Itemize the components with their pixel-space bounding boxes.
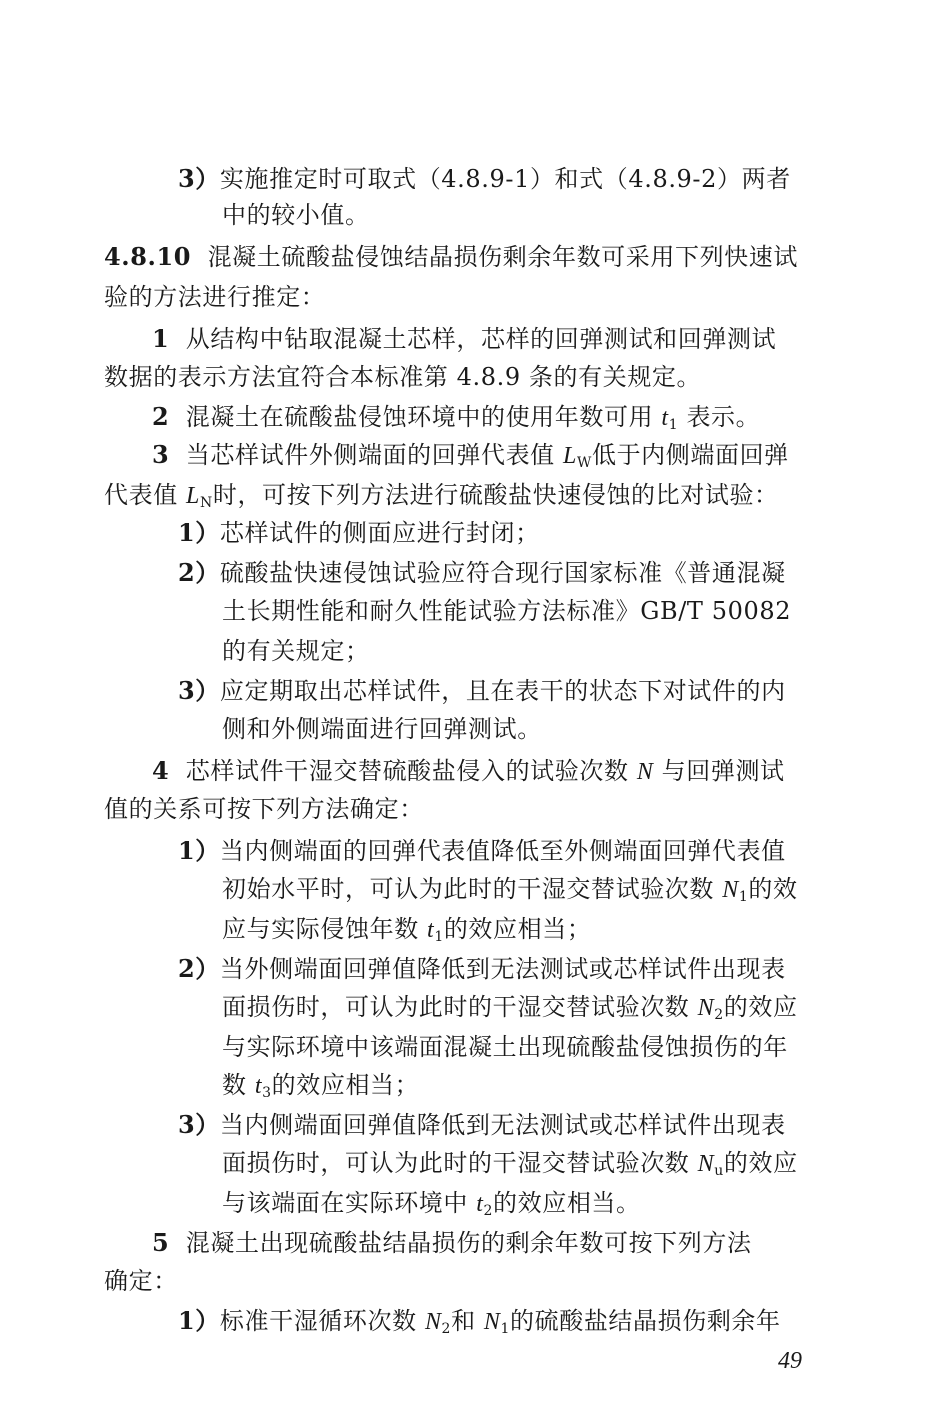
line-text: 应与实际侵蚀年数 <box>222 915 428 943</box>
text-line <box>178 555 786 591</box>
line-text: 代表值 <box>104 481 187 509</box>
clause-number: 4.8.10 <box>104 242 192 271</box>
page-number: 49 <box>778 1348 802 1374</box>
line-text: 实施推定时可取式（4.8.9-1）和式（4.8.9-2）两者 <box>219 165 791 193</box>
line-text: 的效 <box>748 875 798 903</box>
text-line <box>152 753 785 790</box>
text-line <box>222 633 370 669</box>
line-text: 混凝土在硫酸盐侵蚀环境中的使用年数可用 <box>185 403 662 431</box>
text-line <box>152 1225 752 1261</box>
line-text: 的效应相当。 <box>493 1189 641 1217</box>
variable: N <box>636 759 654 785</box>
variable: L <box>186 483 200 509</box>
subscript: 1 <box>434 929 444 945</box>
line-text: 低于内侧端面回弹 <box>591 441 789 469</box>
item-number: 1） <box>178 518 220 547</box>
text-line <box>104 477 779 514</box>
subscript: 2 <box>714 1007 724 1023</box>
text-line <box>152 399 760 436</box>
text-line <box>104 791 424 827</box>
line-text: 的效应 <box>723 1149 798 1177</box>
text-line <box>222 1029 788 1065</box>
item-number: 2） <box>178 558 220 587</box>
text-line <box>104 1263 178 1299</box>
line-text: 数据的表示方法宜符合本标准第 4.8.9 条的有关规定。 <box>104 363 702 391</box>
line-text: 混凝土出现硫酸盐结晶损伤的剩余年数可按下列方法 <box>185 1229 752 1257</box>
line-text: 土长期性能和耐久性能试验方法标准》GB/T 50082 <box>222 597 792 625</box>
text-line <box>222 593 791 629</box>
line-text: 与该端面在实际环境中 <box>222 1189 477 1217</box>
item-number: 1） <box>178 1306 220 1335</box>
line-text: 的有关规定； <box>222 637 370 665</box>
line-text: 表示。 <box>678 403 761 431</box>
item-number: 3） <box>178 676 220 705</box>
text-line <box>104 279 325 315</box>
variable: N <box>722 877 739 903</box>
line-text: 面损伤时，可认为此时的干湿交替试验次数 <box>222 1149 698 1177</box>
text-line <box>104 359 701 395</box>
text-line <box>222 1145 798 1182</box>
item-number: 1 <box>152 324 170 353</box>
text-line <box>178 161 791 197</box>
line-text: 与回弹测试 <box>653 757 785 785</box>
line-text: 初始水平时，可认为此时的干湿交替试验次数 <box>222 875 723 903</box>
line-text: 面损伤时，可认为此时的干湿交替试验次数 <box>222 993 698 1021</box>
variable: N <box>697 1151 715 1177</box>
subscript: 1 <box>668 417 679 433</box>
line-text: 的效应相当； <box>443 915 592 943</box>
item-number: 2 <box>152 402 170 431</box>
item-number: 3） <box>178 164 220 193</box>
line-text: 混凝土硫酸盐侵蚀结晶损伤剩余年数可采用下列快速试 <box>207 243 798 271</box>
subscript: 2 <box>483 1203 494 1219</box>
subscript: N <box>199 495 213 511</box>
item-number: 5 <box>152 1228 170 1257</box>
text-line <box>222 989 798 1026</box>
variable: t <box>254 1073 263 1099</box>
line-text: 当外侧端面回弹值降低到无法测试或芯样试件出现表 <box>219 955 786 983</box>
subscript: u <box>714 1163 724 1179</box>
variable: t <box>661 405 669 431</box>
text-line <box>178 951 786 987</box>
variable: N <box>483 1309 501 1335</box>
variable: t <box>427 917 435 943</box>
line-text: 的硫酸盐结晶损伤剩余年 <box>510 1307 781 1335</box>
text-line <box>178 833 786 869</box>
line-text: 确定： <box>104 1267 178 1295</box>
text-line <box>222 197 370 233</box>
text-line <box>222 911 591 948</box>
line-text: 当内侧端面回弹值降低到无法测试或芯样试件出现表 <box>219 1111 786 1139</box>
line-text: 时，可按下列方法进行硫酸盐快速侵蚀的比对试验： <box>212 481 779 509</box>
text-line <box>222 711 542 747</box>
variable: N <box>424 1309 442 1335</box>
clause-heading <box>104 239 798 275</box>
line-text: 当芯样试件外侧端面的回弹代表值 <box>185 441 564 469</box>
item-number: 4 <box>152 756 170 785</box>
line-text: 与实际环境中该端面混凝土出现硫酸盐侵蚀损伤的年 <box>222 1033 788 1061</box>
line-text: 标准干湿循环次数 <box>219 1307 425 1335</box>
text-line <box>178 515 540 551</box>
variable: L <box>563 443 577 469</box>
variable: N <box>697 995 715 1021</box>
line-text: 侧和外侧端面进行回弹测试。 <box>222 715 542 743</box>
subscript: 3 <box>262 1085 272 1101</box>
line-text: 芯样试件的侧面应进行封闭； <box>219 519 540 547</box>
line-text: 和 <box>451 1307 484 1335</box>
text-line <box>152 321 776 357</box>
line-text: 从结构中钻取混凝土芯样，芯样的回弹测试和回弹测试 <box>185 325 777 353</box>
text-line <box>152 437 789 474</box>
line-text: 的效应 <box>723 993 798 1021</box>
item-number: 1） <box>178 836 220 865</box>
line-text: 当内侧端面的回弹代表值降低至外侧端面回弹代表值 <box>219 837 786 865</box>
text-line <box>178 673 786 709</box>
item-number: 3 <box>152 440 170 469</box>
text-line <box>222 1185 641 1222</box>
line-text: 值的关系可按下列方法确定： <box>104 795 424 823</box>
line-text: 的效应相当； <box>271 1071 420 1099</box>
text-line <box>178 1303 781 1340</box>
line-text: 数 <box>222 1071 255 1099</box>
subscript: 1 <box>738 889 749 905</box>
item-number: 2） <box>178 954 220 983</box>
subscript: W <box>576 455 592 471</box>
variable: t <box>476 1191 484 1217</box>
text-line <box>178 1107 786 1143</box>
line-text: 中的较小值。 <box>222 201 370 229</box>
text-line <box>222 1067 419 1104</box>
line-text: 验的方法进行推定： <box>104 283 326 311</box>
subscript: 2 <box>441 1321 452 1337</box>
text-line <box>222 871 798 908</box>
line-text: 硫酸盐快速侵蚀试验应符合现行国家标准《普通混凝 <box>219 559 786 587</box>
line-text: 芯样试件干湿交替硫酸盐侵入的试验次数 <box>185 757 637 785</box>
line-text: 应定期取出芯样试件，且在表干的状态下对试件的内 <box>219 677 786 705</box>
subscript: 1 <box>500 1321 511 1337</box>
item-number: 3） <box>178 1110 220 1139</box>
